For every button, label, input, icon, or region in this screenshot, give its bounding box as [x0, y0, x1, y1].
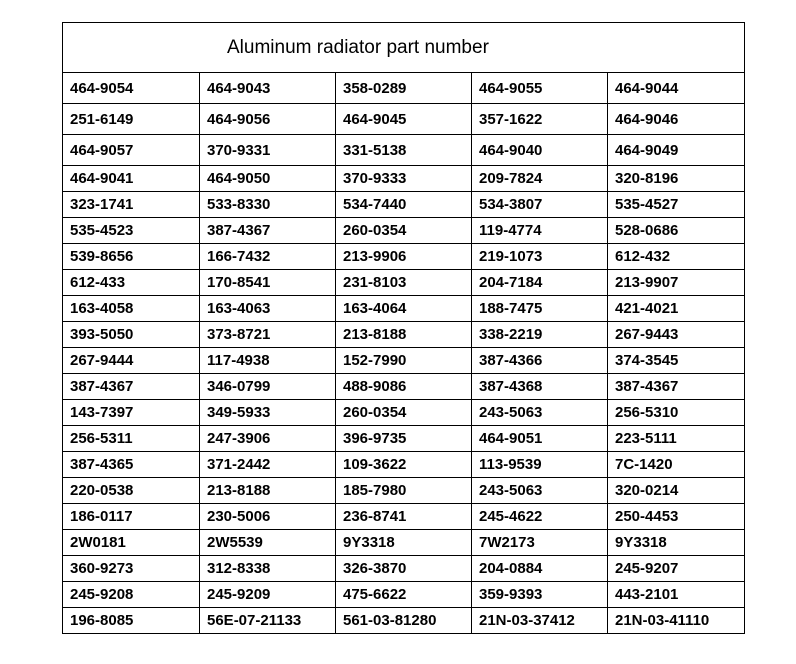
table-row [63, 296, 745, 322]
part-number-cell: 387-4367 [608, 374, 745, 400]
table-row [63, 218, 745, 244]
part-number-cell: 56E-07-21133 [200, 608, 336, 634]
part-number-cell: 464-9051 [472, 426, 608, 452]
part-number-cell: 250-4453 [608, 504, 745, 530]
table-row [63, 244, 745, 270]
part-number-cell: 612-433 [63, 270, 200, 296]
part-number-cell: 213-8188 [336, 322, 472, 348]
table-row [63, 73, 745, 104]
part-number-cell: 196-8085 [63, 608, 200, 634]
table-row [63, 582, 745, 608]
part-number-cell: 247-3906 [200, 426, 336, 452]
part-number-cell: 213-8188 [200, 478, 336, 504]
table-row [63, 270, 745, 296]
part-number-cell: 188-7475 [472, 296, 608, 322]
part-number-cell: 9Y3318 [608, 530, 745, 556]
part-number-cell: 163-4063 [200, 296, 336, 322]
part-number-cell: 612-432 [608, 244, 745, 270]
part-number-cell: 213-9907 [608, 270, 745, 296]
part-number-cell: 152-7990 [336, 348, 472, 374]
part-number-cell: 475-6622 [336, 582, 472, 608]
part-number-cell: 488-9086 [336, 374, 472, 400]
part-number-cell: 323-1741 [63, 192, 200, 218]
part-number-cell: 243-5063 [472, 400, 608, 426]
part-number-cell: 360-9273 [63, 556, 200, 582]
part-number-cell: 464-9055 [472, 73, 608, 104]
part-number-cell: 21N-03-41110 [608, 608, 745, 634]
part-number-cell: 243-5063 [472, 478, 608, 504]
part-number-cell: 338-2219 [472, 322, 608, 348]
part-number-cell: 464-9045 [336, 104, 472, 135]
part-number-cell: 346-0799 [200, 374, 336, 400]
part-number-cell: 170-8541 [200, 270, 336, 296]
table-row [63, 104, 745, 135]
table-row [63, 478, 745, 504]
part-number-cell: 534-3807 [472, 192, 608, 218]
part-number-cell: 535-4527 [608, 192, 745, 218]
part-number-cell: 359-9393 [472, 582, 608, 608]
part-number-cell: 370-9331 [200, 135, 336, 166]
part-number-cell: 387-4368 [472, 374, 608, 400]
part-number-cell: 561-03-81280 [336, 608, 472, 634]
part-number-cell: 256-5310 [608, 400, 745, 426]
part-number-cell: 163-4064 [336, 296, 472, 322]
part-number-table [62, 22, 745, 634]
part-number-cell: 267-9443 [608, 322, 745, 348]
part-number-cell: 245-9209 [200, 582, 336, 608]
table-row [63, 348, 745, 374]
part-number-cell: 320-8196 [608, 166, 745, 192]
part-number-cell: 464-9054 [63, 73, 200, 104]
part-number-cell: 528-0686 [608, 218, 745, 244]
part-number-cell: 186-0117 [63, 504, 200, 530]
table-row [63, 452, 745, 478]
table-row [63, 504, 745, 530]
part-number-cell: 204-7184 [472, 270, 608, 296]
part-number-cell: 534-7440 [336, 192, 472, 218]
table-row [63, 530, 745, 556]
part-number-cell: 374-3545 [608, 348, 745, 374]
part-number-cell: 464-9057 [63, 135, 200, 166]
part-number-cell: 231-8103 [336, 270, 472, 296]
part-number-cell: 117-4938 [200, 348, 336, 374]
part-number-cell: 464-9046 [608, 104, 745, 135]
part-number-cell: 230-5006 [200, 504, 336, 530]
table-row [63, 556, 745, 582]
part-number-cell: 464-9056 [200, 104, 336, 135]
part-number-cell: 464-9049 [608, 135, 745, 166]
table-title-row [63, 23, 745, 73]
part-number-cell: 220-0538 [63, 478, 200, 504]
part-number-cell: 267-9444 [63, 348, 200, 374]
part-number-cell: 166-7432 [200, 244, 336, 270]
part-number-cell: 219-1073 [472, 244, 608, 270]
part-number-cell: 2W5539 [200, 530, 336, 556]
part-number-cell: 373-8721 [200, 322, 336, 348]
table-row [63, 322, 745, 348]
table-row [63, 400, 745, 426]
part-number-cell: 464-9040 [472, 135, 608, 166]
table-row [63, 192, 745, 218]
part-number-cell: 260-0354 [336, 400, 472, 426]
part-number-cell: 223-5111 [608, 426, 745, 452]
part-number-cell: 370-9333 [336, 166, 472, 192]
part-number-cell: 143-7397 [63, 400, 200, 426]
part-number-cell: 464-9044 [608, 73, 745, 104]
part-number-cell: 464-9041 [63, 166, 200, 192]
part-number-cell: 421-4021 [608, 296, 745, 322]
part-number-cell: 109-3622 [336, 452, 472, 478]
part-number-cell: 245-9208 [63, 582, 200, 608]
part-number-cell: 349-5933 [200, 400, 336, 426]
part-number-cell: 163-4058 [63, 296, 200, 322]
part-number-cell: 119-4774 [472, 218, 608, 244]
table-row [63, 135, 745, 166]
part-number-cell: 7W2173 [472, 530, 608, 556]
part-number-cell: 387-4366 [472, 348, 608, 374]
part-number-cell: 331-5138 [336, 135, 472, 166]
part-number-cell: 204-0884 [472, 556, 608, 582]
table-row [63, 426, 745, 452]
part-number-cell: 236-8741 [336, 504, 472, 530]
part-number-cell: 185-7980 [336, 478, 472, 504]
part-number-cell: 260-0354 [336, 218, 472, 244]
part-number-cell: 326-3870 [336, 556, 472, 582]
part-number-cell: 393-5050 [63, 322, 200, 348]
part-number-cell: 21N-03-37412 [472, 608, 608, 634]
part-number-cell: 7C-1420 [608, 452, 745, 478]
part-number-cell: 464-9043 [200, 73, 336, 104]
table-row [63, 608, 745, 634]
part-number-cell: 539-8656 [63, 244, 200, 270]
part-number-cell: 245-4622 [472, 504, 608, 530]
part-number-cell: 371-2442 [200, 452, 336, 478]
part-number-table-body [63, 23, 745, 634]
part-number-cell: 320-0214 [608, 478, 745, 504]
part-number-cell: 9Y3318 [336, 530, 472, 556]
table-title: Aluminum radiator part number [63, 23, 745, 73]
part-number-cell: 387-4365 [63, 452, 200, 478]
part-number-cell: 464-9050 [200, 166, 336, 192]
part-number-cell: 387-4367 [200, 218, 336, 244]
part-number-cell: 358-0289 [336, 73, 472, 104]
part-number-cell: 213-9906 [336, 244, 472, 270]
part-number-cell: 443-2101 [608, 582, 745, 608]
part-number-cell: 387-4367 [63, 374, 200, 400]
part-number-cell: 245-9207 [608, 556, 745, 582]
part-number-cell: 533-8330 [200, 192, 336, 218]
part-number-cell: 209-7824 [472, 166, 608, 192]
part-number-cell: 535-4523 [63, 218, 200, 244]
part-number-cell: 357-1622 [472, 104, 608, 135]
part-number-cell: 256-5311 [63, 426, 200, 452]
table-row [63, 166, 745, 192]
part-number-cell: 396-9735 [336, 426, 472, 452]
part-number-cell: 113-9539 [472, 452, 608, 478]
part-number-cell: 251-6149 [63, 104, 200, 135]
table-row [63, 374, 745, 400]
part-number-cell: 2W0181 [63, 530, 200, 556]
part-number-cell: 312-8338 [200, 556, 336, 582]
